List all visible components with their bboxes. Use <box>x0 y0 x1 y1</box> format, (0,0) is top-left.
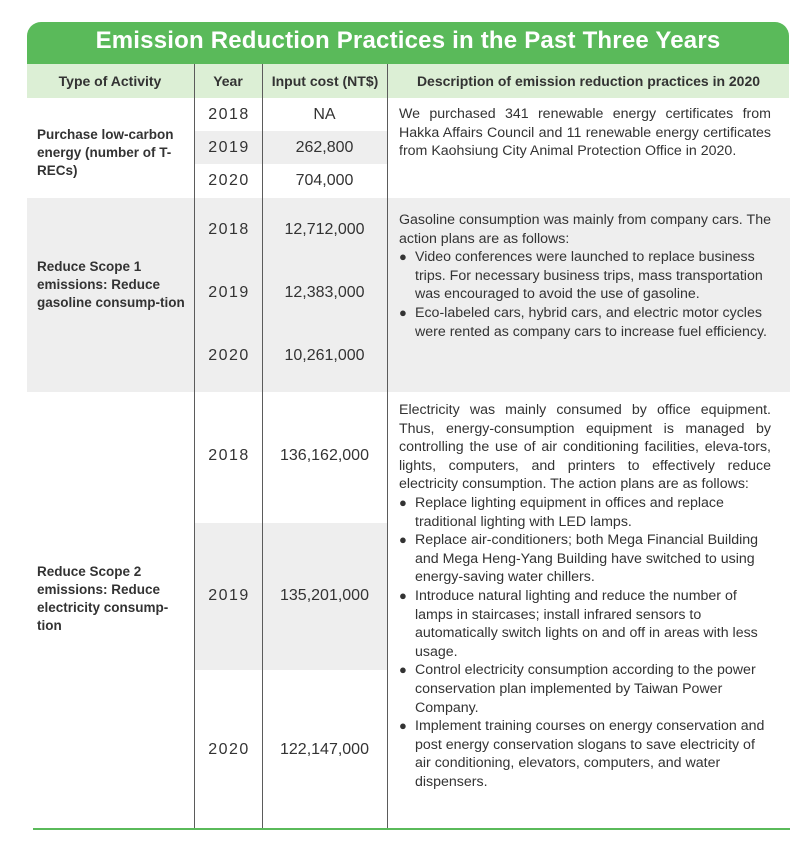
header-cost: Input cost (NT$) <box>271 73 379 89</box>
cost-cell: 12,712,000 <box>284 221 365 238</box>
cost-cell: 704,000 <box>295 172 354 189</box>
year-cell: 2018 <box>208 106 250 123</box>
list-item-text: Introduce natural lighting and reduce the number of lamps in staircases; install infrared sensors to automatically switch lights on and off in areas with less usage. <box>415 587 758 660</box>
year-cell: 2019 <box>208 139 250 156</box>
bullet-icon: ● <box>399 304 407 320</box>
list-item <box>399 661 771 717</box>
list-item <box>399 717 771 791</box>
cost-cell: NA <box>313 106 336 123</box>
description-cell <box>399 401 771 791</box>
year-cell: 2018 <box>208 221 250 238</box>
list-item-text: Eco-labeled cars, hybrid cars, and electric motor cycles were rented as company cars to increase fuel efficiency. <box>415 304 767 340</box>
year-cell: 2020 <box>208 741 250 758</box>
header-activity: Type of Activity <box>58 73 162 89</box>
year-cell: 2019 <box>208 587 250 604</box>
bullet-icon: ● <box>399 718 407 734</box>
column-divider <box>194 64 195 828</box>
cost-cell: 135,201,000 <box>280 587 369 604</box>
description-intro: We purchased 341 renewable energy certificates from Hakka Affairs Council and 11 renewable energy certificates from Kaohsiung City Animal Protection Office in 2020. <box>399 106 771 160</box>
bullet-icon: ● <box>399 662 407 678</box>
cost-cell: 262,800 <box>295 139 354 156</box>
table-header <box>27 64 789 98</box>
action-plan-list <box>399 248 771 341</box>
bullet-icon: ● <box>399 494 407 510</box>
list-item-text: Replace air-conditioners; both Mega Financial Building and Mega Heng-Yang Building have switched to using energy-saving water chillers. <box>415 532 759 586</box>
year-cell: 2020 <box>208 172 250 189</box>
list-item-text: Implement training courses on energy conservation and post energy conservation slogans to save electricity of air conditioning, elevators, computers, and water dispensers. <box>415 718 765 790</box>
list-item <box>399 587 771 661</box>
list-item-text: Replace lighting equipment in offices and replace traditional lighting with LED lamps. <box>415 494 724 530</box>
year-cell: 2019 <box>208 284 250 301</box>
bullet-icon: ● <box>399 532 407 548</box>
activity-cell: Reduce Scope 2 emissions: Reduce electricity consump-tion <box>37 564 169 633</box>
header-year: Year <box>213 73 243 89</box>
list-item <box>399 494 771 531</box>
list-item <box>399 248 771 304</box>
list-item <box>399 304 771 341</box>
activity-cell: Purchase low-carbon energy (number of T-RECs) <box>37 127 174 178</box>
cost-cell: 122,147,000 <box>280 741 369 758</box>
list-item-text: Video conferences were launched to replace business trips. For necessary business trips, mass transportation was encouraged to avoid the use of gasoline. <box>415 249 763 303</box>
description-cell <box>399 105 771 161</box>
cost-cell: 136,162,000 <box>280 447 369 464</box>
cost-cell: 10,261,000 <box>284 347 365 364</box>
table-title-bar <box>27 22 789 64</box>
list-item <box>399 531 771 587</box>
bullet-icon: ● <box>399 587 407 603</box>
bullet-icon: ● <box>399 249 407 265</box>
header-description: Description of emission reduction practices in 2020 <box>416 73 761 89</box>
table-bottom-rule <box>33 828 790 830</box>
year-cell: 2018 <box>208 447 250 464</box>
year-cell: 2020 <box>208 347 250 364</box>
activity-cell: Reduce Scope 1 emissions: Reduce gasoline consump-tion <box>37 259 185 310</box>
list-item-text: Control electricity consumption according to the power conservation plan implemented by Taiwan Power Company. <box>415 662 756 716</box>
cost-cell: 12,383,000 <box>284 284 365 301</box>
description-intro: Electricity was mainly consumed by office equipment. Thus, energy-consumption equipment is managed by controlling the use of air conditioning facilities, eleva-tors, lights, computers, and printers to effectively reduce electricity consumption. The action plans are as follows: <box>399 402 771 493</box>
description-intro: Gasoline consumption was mainly from company cars. The action plans are as follows: <box>399 212 771 247</box>
column-divider <box>387 64 388 828</box>
description-cell <box>399 211 771 341</box>
action-plan-list <box>399 494 771 792</box>
table-title: Emission Reduction Practices in the Past Three Years <box>95 27 721 54</box>
